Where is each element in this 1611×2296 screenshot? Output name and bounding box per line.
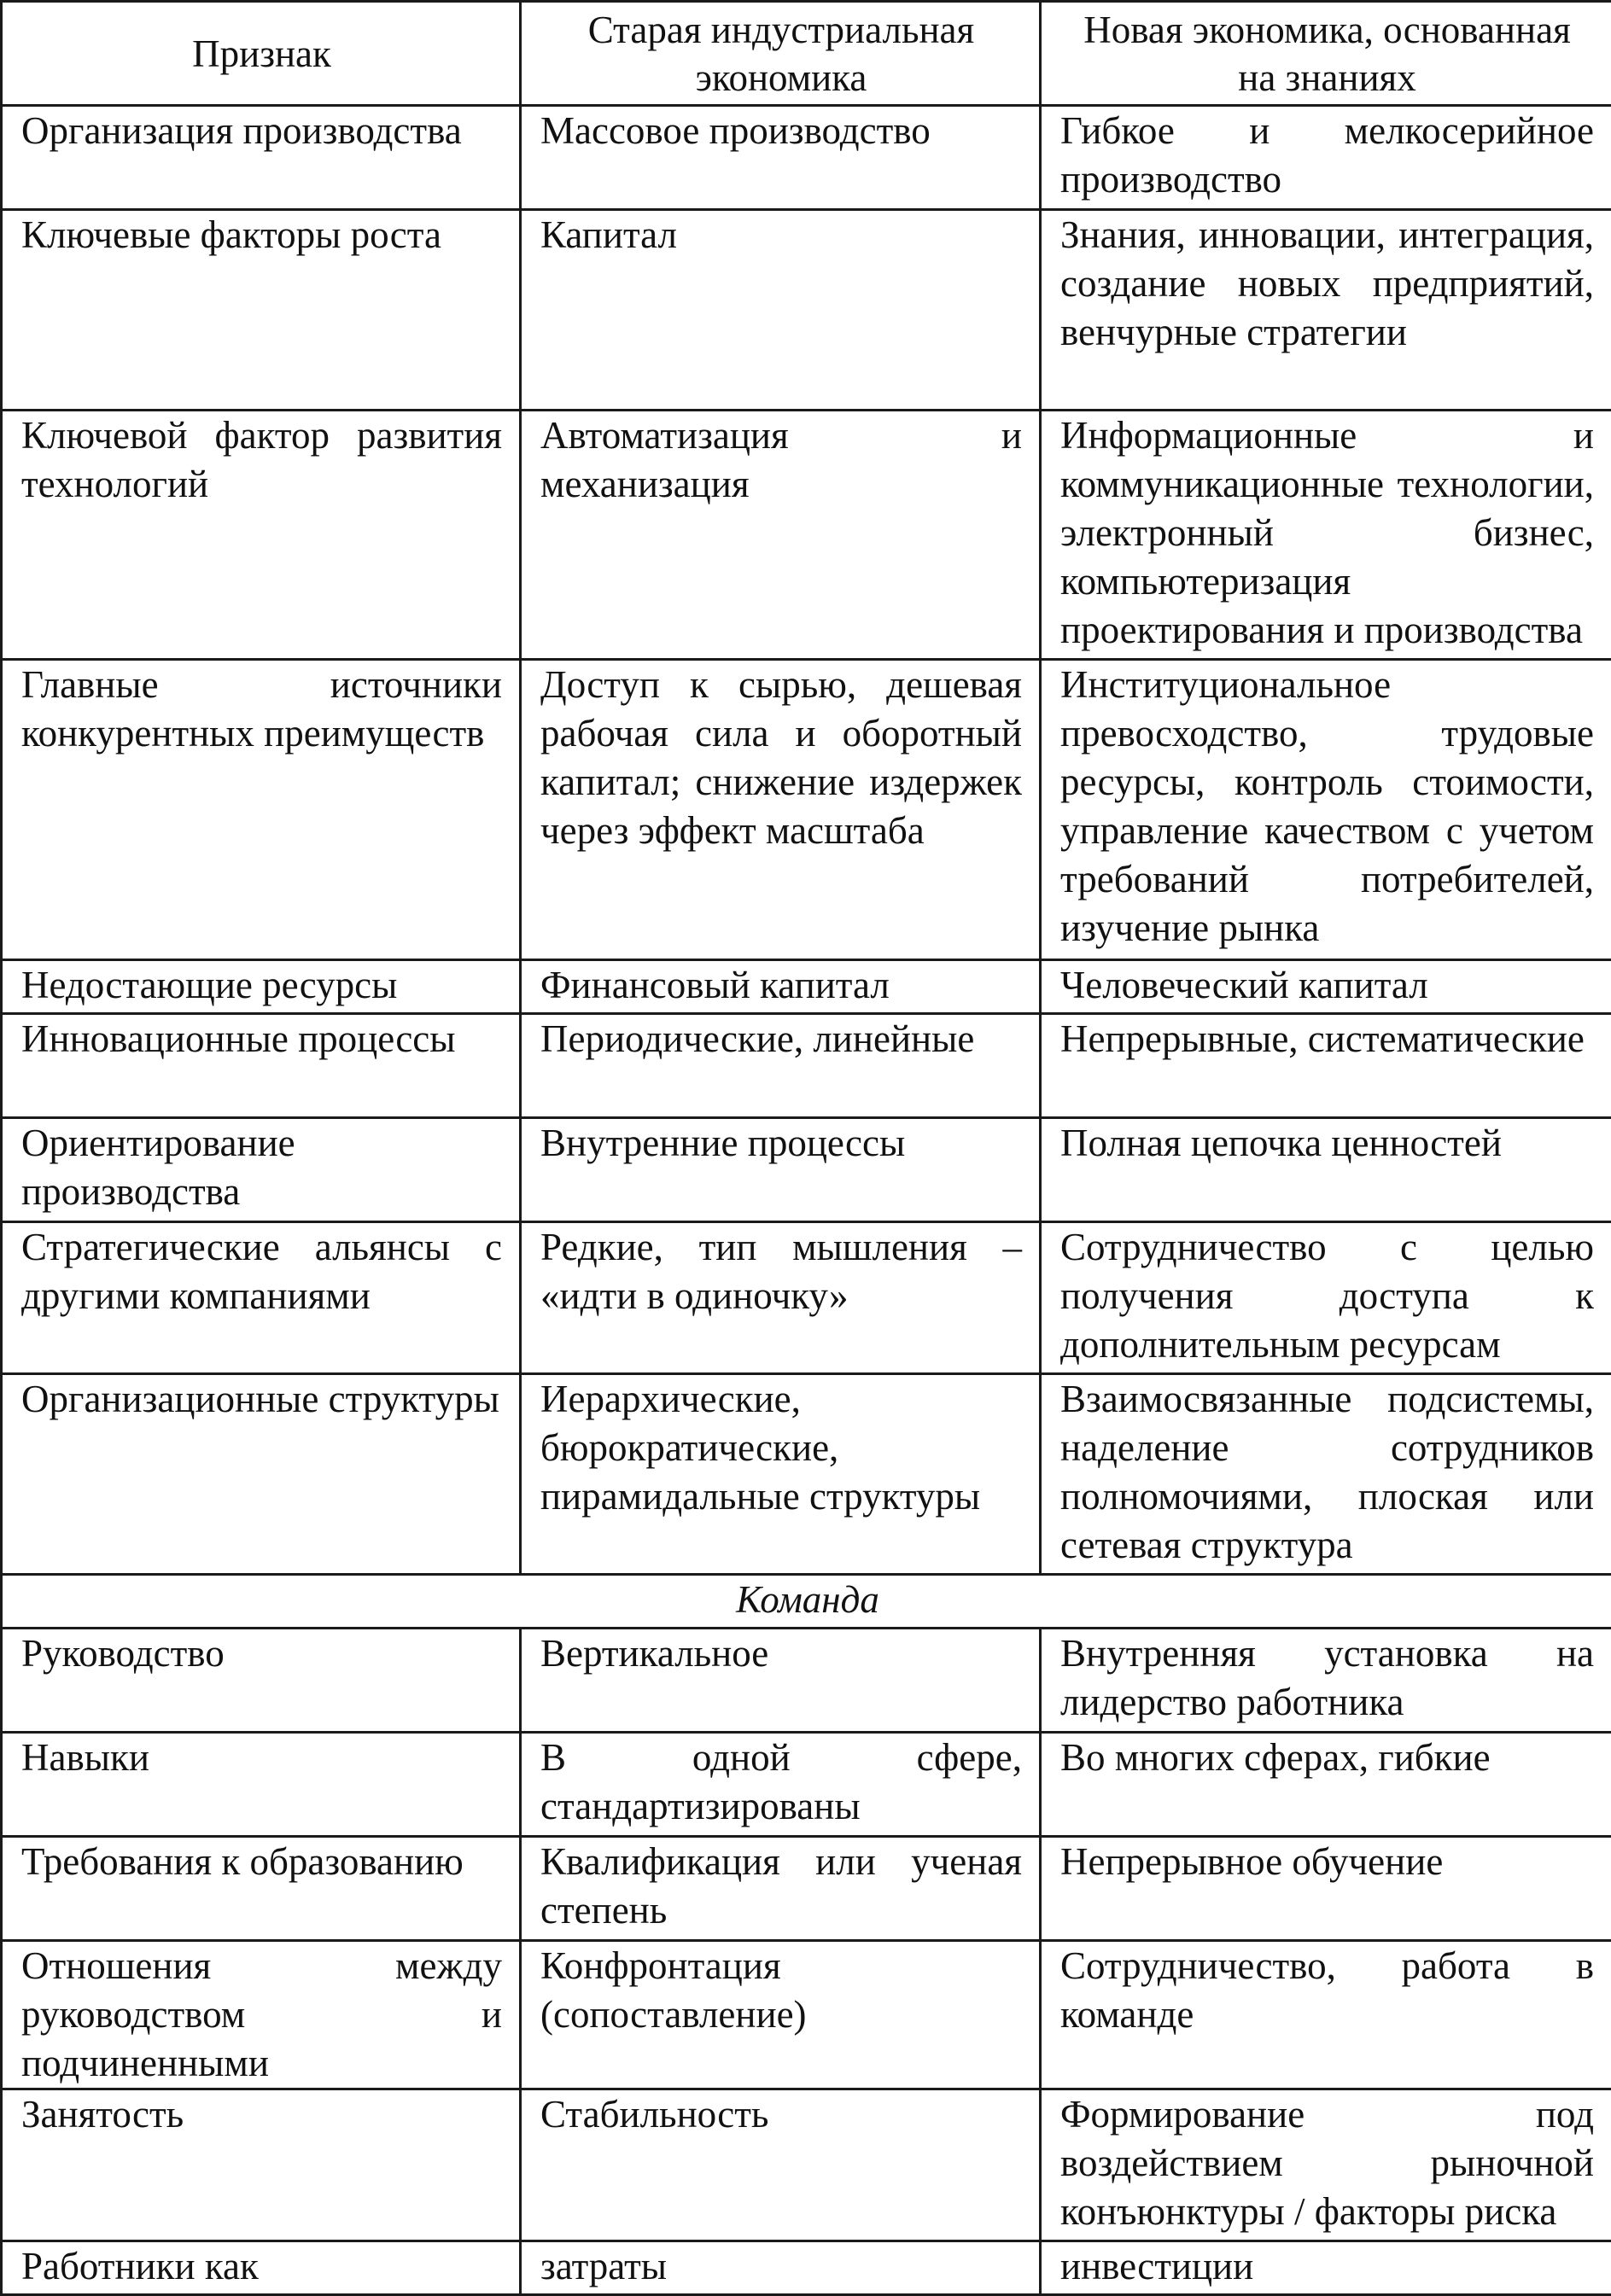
row-new-value: Непрерывные, систематические [1041,1014,1611,1118]
row-new-value: Гибкое и мелкосерийное производство [1041,106,1611,210]
table-row [2,1629,1611,1733]
table-row [2,106,1611,210]
table-row [2,1941,1611,2089]
row-feature: Руководство [2,1629,521,1733]
row-feature: Навыки [2,1733,521,1837]
row-old-value: Массовое производство [521,106,1041,210]
row-feature: Организационные структуры [2,1374,521,1575]
row-new-value: Сотрудничество, работа в команде [1041,1941,1611,2089]
row-new-value: Внутренняя установка на лидерство работника [1041,1629,1611,1733]
row-feature: Недостающие ресурсы [2,960,521,1014]
table-row [2,1733,1611,1837]
row-feature: Организация производства [2,106,521,210]
row-old-value: затраты [521,2241,1041,2295]
row-new-value: Во многих сферах, гибкие [1041,1733,1611,1837]
table-row [2,1118,1611,1222]
row-new-value: Полная цепочка ценностей [1041,1118,1611,1222]
row-feature: Работники как [2,2241,521,2295]
row-feature: Занятость [2,2089,521,2241]
table-row [2,660,1611,960]
row-new-value: Человеческий капитал [1041,960,1611,1014]
header-old-economy: Старая индустриальная экономика [521,2,1041,106]
table-row [2,1222,1611,1374]
row-feature: Ориентирование производства [2,1118,521,1222]
row-feature: Требования к образованию [2,1837,521,1941]
section-title: Команда [2,1575,1611,1629]
row-new-value: Взаимосвязанные подсистемы, наделение сотрудников полномочиями, плоская или сетевая структура [1041,1374,1611,1575]
row-old-value: Стабильность [521,2089,1041,2241]
table-row [2,960,1611,1014]
row-old-value: Конфронтация (сопоставление) [521,1941,1041,2089]
table-row [2,1837,1611,1941]
row-new-value: Сотрудничество с целью получения доступа к дополнительным ресурсам [1041,1222,1611,1374]
row-old-value: Квалификация или ученая степень [521,1837,1041,1941]
row-new-value: Непрерывное обучение [1041,1837,1611,1941]
row-feature: Главные источники конкурентных преимуществ [2,660,521,960]
row-old-value: Капитал [521,210,1041,411]
row-feature: Инновационные процессы [2,1014,521,1118]
row-new-value: Знания, инновации, интеграция, создание новых предприятий, венчурные стратегии [1041,210,1611,411]
row-old-value: Вертикальное [521,1629,1041,1733]
section-row [2,1575,1611,1629]
row-new-value: инвестиции [1041,2241,1611,2295]
row-old-value: Редкие, тип мышления – «идти в одиночку» [521,1222,1041,1374]
table-row [2,1374,1611,1575]
row-old-value: Автоматизация и механизация [521,411,1041,660]
row-new-value: Институциональное превосходство, трудовые ресурсы, контроль стоимости, управление качеством с учетом требований потребителей, изучение рынка [1041,660,1611,960]
row-feature: Отношения между руководством и подчиненными [2,1941,521,2089]
table-row [2,2089,1611,2241]
table-row [2,2241,1611,2295]
row-new-value: Информационные и коммуникационные технологии, электронный бизнес, компьютеризация проектирования и производства [1041,411,1611,660]
row-new-value: Формирование под воздействием рыночной конъюнктуры / факторы риска [1041,2089,1611,2241]
row-old-value: В одной сфере, стандартизированы [521,1733,1041,1837]
table-row [2,1014,1611,1118]
row-old-value: Доступ к сырью, дешевая рабочая сила и оборотный капитал; снижение издержек через эффект масштаба [521,660,1041,960]
row-old-value: Финансовый капитал [521,960,1041,1014]
header-feature: Признак [2,2,521,106]
table-row [2,411,1611,660]
table-row [2,210,1611,411]
row-old-value: Внутренние процессы [521,1118,1041,1222]
row-feature: Ключевые факторы роста [2,210,521,411]
table-header-row [2,2,1611,106]
row-old-value: Периодические, линейные [521,1014,1041,1118]
row-feature: Ключевой фактор развития технологий [2,411,521,660]
row-old-value: Иерархические, бюрократические, пирамидальные структуры [521,1374,1041,1575]
row-feature: Стратегические альянсы с другими компаниями [2,1222,521,1374]
header-new-economy: Новая экономика, основанная на знаниях [1041,2,1611,106]
